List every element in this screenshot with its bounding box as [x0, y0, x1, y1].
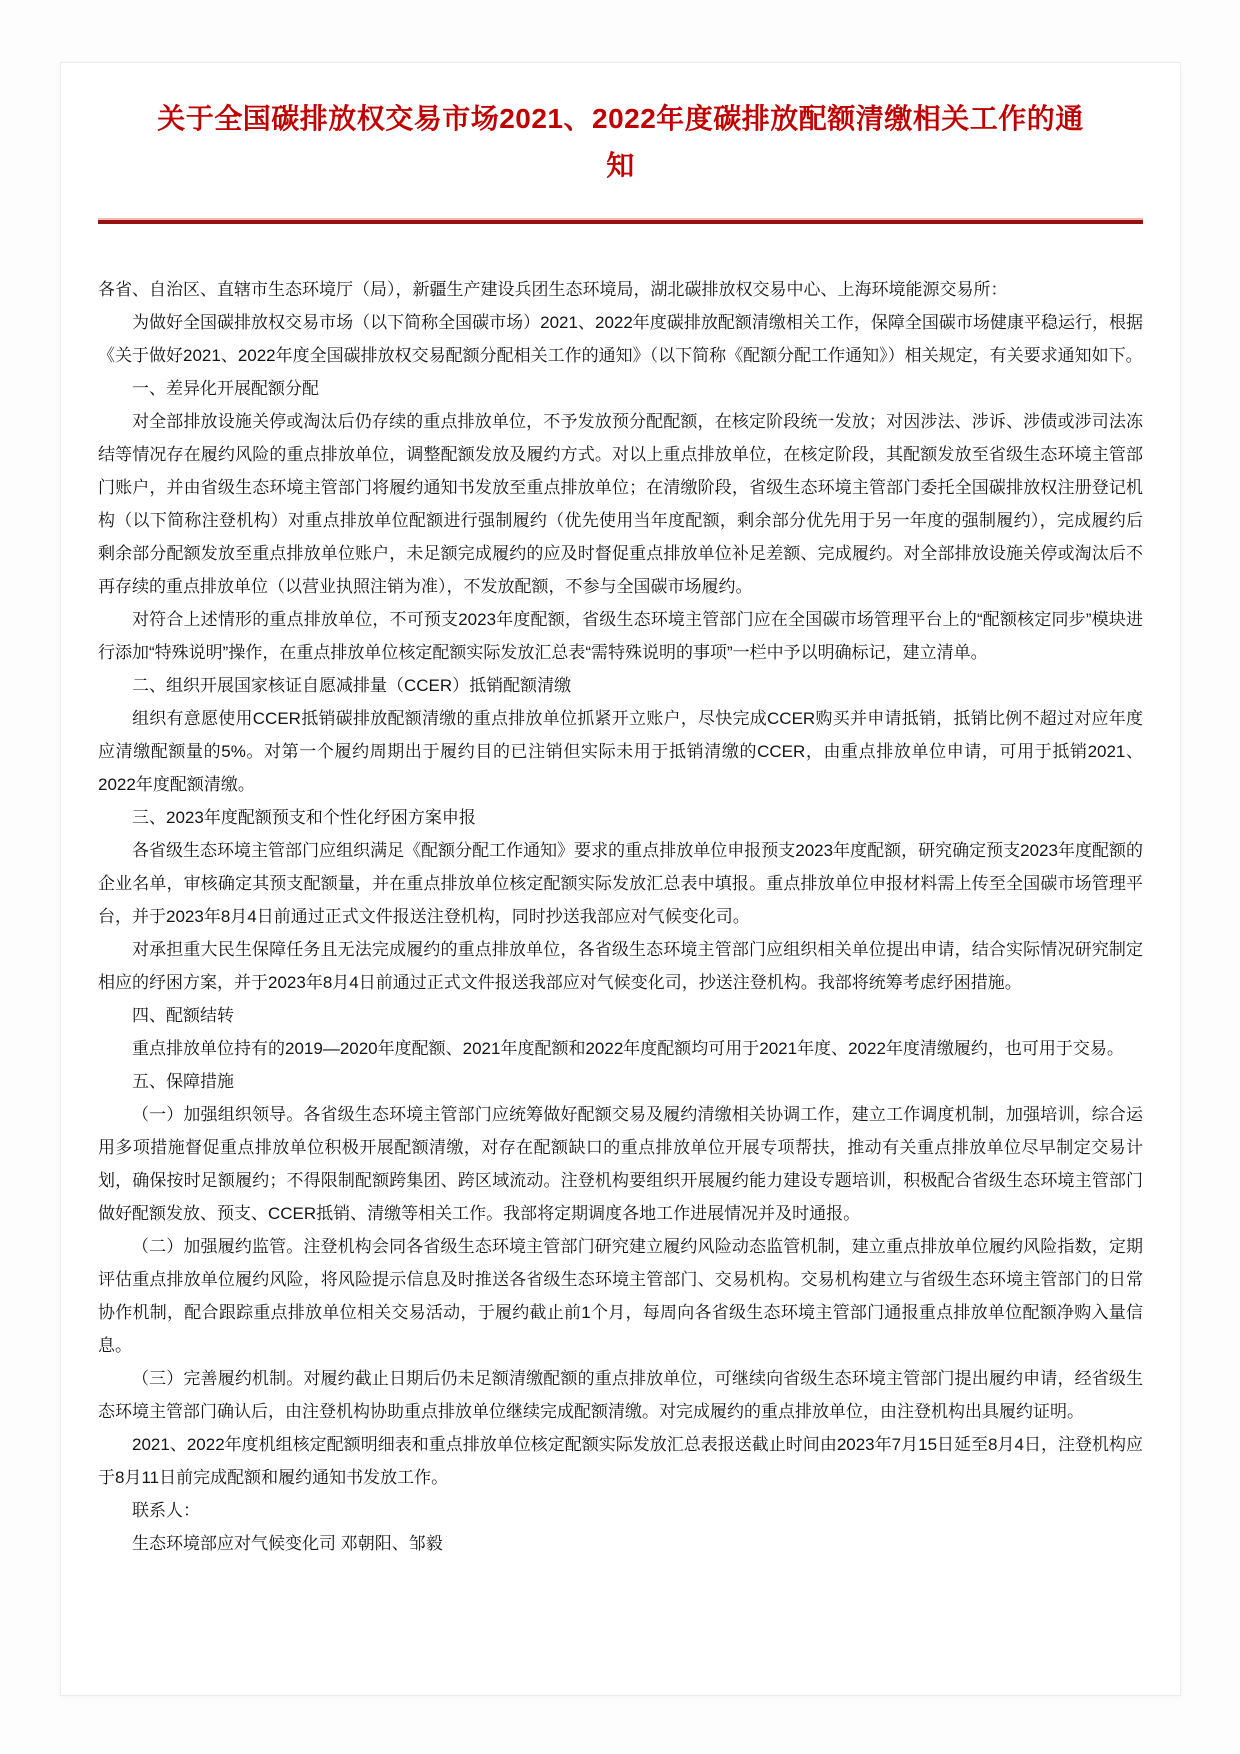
paragraph: 各省级生态环境主管部门应组织满足《配额分配工作通知》要求的重点排放单位申报预支2023年度配额，研究确定预支2023年度配额的企业名单，审核确定其预支配额量，并在重点排放单位核定配额实际发放汇总表中填报。重点排放单位申报材料需上传至全国碳市场管理平台，并于2023年8月4日前通过正式文件报送注登机构，同时抄送我部应对气候变化司。: [98, 841, 1143, 926]
paragraph: 对全部排放设施关停或淘汰后仍存续的重点排放单位，不予发放预分配配额，在核定阶段统一发放；对因涉法、涉诉、涉债或涉司法冻结等情况存在履约风险的重点排放单位，调整配额发放及履约方式。对以上重点排放单位，在核定阶段，其配额发放至省级生态环境主管部门账户，并由省级生态环境主管部门将履约通知书发放至重点排放单位；在清缴阶段，省级生态环境主管部门委托全国碳排放权注册登记机构（以下简称注登机构）对重点排放单位配额进行强制履约（优先使用当年度配额，剩余部分优先用于另一年度的强制履约），完成履约后剩余部分配额发放至重点排放单位账户，未足额完成履约的应及时督促重点排放单位补足差额、完成履约。对全部排放设施关停或淘汰后不再存续的重点排放单位（以营业执照注销为准），不发放配额，不参与全国碳市场履约。: [98, 412, 1143, 596]
section-heading-4: 四、配额结转: [132, 1006, 234, 1025]
section-heading-2: 二、组织开展国家核证自愿减排量（CCER）抵销配额清缴: [132, 676, 572, 695]
paragraph: （一）加强组织领导。各省级生态环境主管部门应统筹做好配额交易及履约清缴相关协调工作，建立工作调度机制，加强培训，综合运用多项措施督促重点排放单位积极开展配额清缴，对存在配额缺口的重点排放单位开展专项帮扶，推动有关重点排放单位尽早制定交易计划，确保按时足额履约；不得限制配额跨集团、跨区域流动。注登机构要组织开展履约能力建设专题培训，积极配合省级生态环境主管部门做好配额发放、预支、CCER抵销、清缴等相关工作。我部将定期调度各地工作进展情况并及时通报。: [98, 1105, 1143, 1223]
section-heading-3: 三、2023年度配额预支和个性化纾困方案申报: [132, 808, 476, 827]
contact-line: 生态环境部应对气候变化司 邓朝阳、邹毅: [132, 1534, 443, 1553]
contact-label: 联系人：: [132, 1501, 200, 1520]
intro-paragraph: 为做好全国碳排放权交易市场（以下简称全国碳市场）2021、2022年度碳排放配额清缴相关工作，保障全国碳市场健康平稳运行，根据《关于做好2021、2022年度全国碳排放权交易配额分配相关工作的通知》（以下简称《配额分配工作通知》）相关规定，有关要求通知如下。: [98, 313, 1143, 365]
notice-body: [98, 273, 1143, 1560]
section-heading-5: 五、保障措施: [132, 1072, 234, 1091]
paragraph: 重点排放单位持有的2019—2020年度配额、2021年度配额和2022年度配额均可用于2021年度、2022年度清缴履约，也可用于交易。: [132, 1039, 1124, 1058]
salutation-line: 各省、自治区、直辖市生态环境厅（局），新疆生产建设兵团生态环境局，湖北碳排放权交易中心、上海环境能源交易所：: [98, 280, 1008, 299]
paragraph: （三）完善履约机制。对履约截止日期后仍未足额清缴配额的重点排放单位，可继续向省级生态环境主管部门提出履约申请，经省级生态环境主管部门确认后，由注登机构协助重点排放单位继续完成配额清缴。对完成履约的重点排放单位，由注登机构出具履约证明。: [98, 1369, 1143, 1421]
paragraph: 对承担重大民生保障任务且无法完成履约的重点排放单位，各省级生态环境主管部门应组织相关单位提出申请，结合实际情况研究制定相应的纾困方案，并于2023年8月4日前通过正式文件报送我部应对气候变化司，抄送注登机构。我部将统筹考虑纾困措施。: [98, 940, 1143, 992]
title-divider: [98, 218, 1143, 224]
paragraph: 组织有意愿使用CCER抵销碳排放配额清缴的重点排放单位抓紧开立账户，尽快完成CCER购买并申请抵销，抵销比例不超过对应年度应清缴配额量的5%。对第一个履约周期出于履约目的已注销但实际未用于抵销清缴的CCER，由重点排放单位申请，可用于抵销2021、2022年度配额清缴。: [98, 709, 1143, 794]
paragraph: 2021、2022年度机组核定配额明细表和重点排放单位核定配额实际发放汇总表报送截止时间由2023年7月15日延至8月4日，注登机构应于8月11日前完成配额和履约通知书发放工作。: [98, 1435, 1143, 1487]
paragraph: 对符合上述情形的重点排放单位，不可预支2023年度配额，省级生态环境主管部门应在全国碳市场管理平台上的“配额核定同步”模块进行添加“特殊说明”操作，在重点排放单位核定配额实际发放汇总表“需特殊说明的事项”一栏中予以明确标记，建立清单。: [98, 610, 1143, 662]
section-heading-1: 一、差异化开展配额分配: [132, 379, 319, 398]
document-card: [60, 62, 1181, 1696]
paragraph: （二）加强履约监管。注登机构会同各省级生态环境主管部门研究建立履约风险动态监管机制，建立重点排放单位履约风险指数，定期评估重点排放单位履约风险，将风险提示信息及时推送各省级生态环境主管部门、交易机构。交易机构建立与省级生态环境主管部门的日常协作机制，配合跟踪重点排放单位相关交易活动，于履约截止前1个月，每周向各省级生态环境主管部门通报重点排放单位配额净购入量信息。: [98, 1237, 1143, 1355]
page-title: 关于全国碳排放权交易市场2021、2022年度碳排放配额清缴相关工作的通知: [157, 103, 1084, 181]
